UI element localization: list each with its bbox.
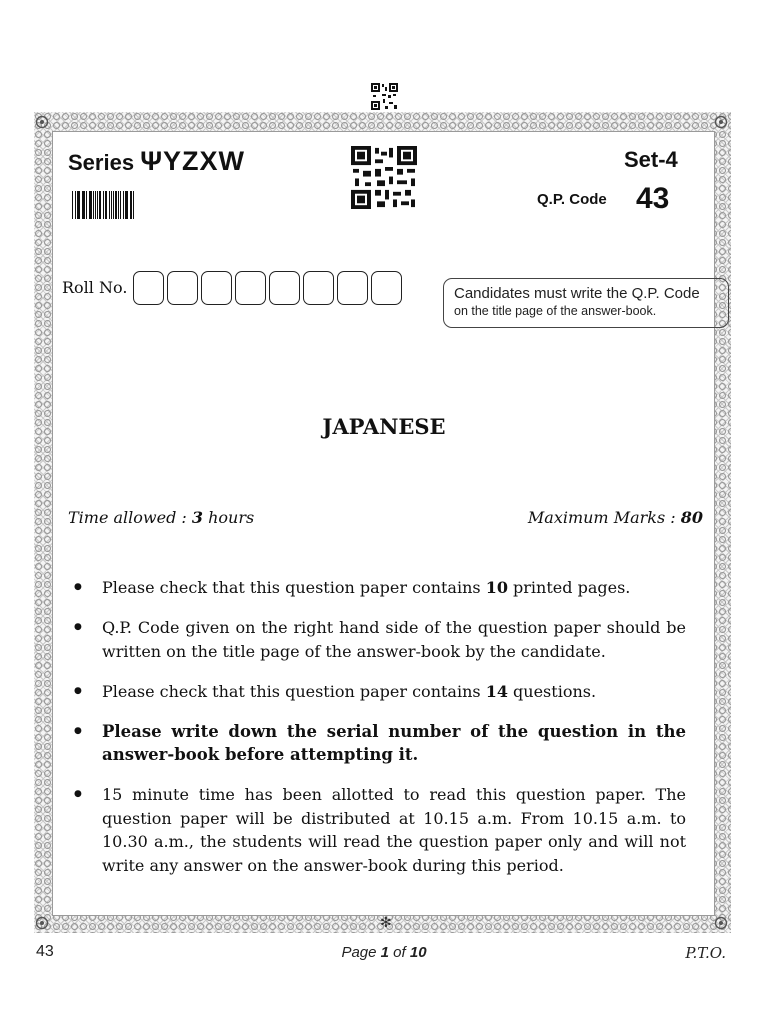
instruction-text-part: Please write down the serial number of the question in the answer-book before attempting it. [102, 721, 686, 764]
instruction-item [74, 616, 686, 663]
corner-ornament-icon [713, 915, 729, 931]
bullet-icon: ● [74, 622, 82, 632]
roll-number-box[interactable] [303, 271, 334, 305]
footer-code: 43 [36, 943, 54, 960]
barcode-bar [131, 191, 132, 219]
instruction-text [102, 616, 686, 663]
roll-number-boxes [133, 271, 405, 305]
roll-number-box[interactable] [337, 271, 368, 305]
barcode-bar [126, 191, 127, 219]
barcode-bar [75, 191, 76, 219]
series-code: ΨYZXW [140, 146, 246, 176]
instruction-item [74, 680, 686, 704]
qr-code-icon [351, 146, 417, 209]
roll-number-box[interactable] [235, 271, 266, 305]
barcode-bar [83, 191, 85, 219]
qp-code-label: Q.P. Code [537, 191, 607, 208]
roll-number-box[interactable] [269, 271, 300, 305]
barcode-bar [123, 191, 124, 219]
barcode-bar [95, 191, 96, 219]
barcode-bar [78, 191, 79, 219]
page-current: 1 [380, 944, 389, 961]
notice-line-2: on the title page of the answer-book. [454, 304, 657, 318]
page-total: 10 [409, 944, 427, 961]
barcode-bar [130, 191, 131, 219]
notice-line-1: Candidates must write the Q.P. Code [454, 285, 700, 302]
instruction-text-part: Please check that this question paper contains [102, 681, 486, 701]
bullet-icon: ● [74, 582, 82, 592]
barcode-bar [89, 191, 90, 219]
barcode-bar [133, 191, 134, 219]
instruction-text [102, 783, 686, 877]
corner-ornament-icon [34, 915, 50, 931]
corner-ornament-icon [34, 114, 50, 130]
instruction-text [102, 680, 686, 704]
barcode-bar [77, 191, 78, 219]
page-prefix: Page [341, 944, 381, 961]
page-indicator [0, 944, 768, 961]
instruction-item [74, 783, 686, 877]
instruction-item [74, 720, 686, 767]
time-value: 3 [191, 508, 204, 527]
pto-label: P.T.O. [685, 944, 726, 962]
barcode-bar [113, 191, 114, 219]
instructions-list [74, 576, 686, 894]
bullet-icon: ● [74, 789, 82, 799]
barcode-bar [115, 191, 117, 219]
roll-number-box[interactable] [167, 271, 198, 305]
barcode-bar [103, 191, 104, 219]
bullet-icon: ● [74, 725, 82, 736]
barcode-bar [120, 191, 121, 219]
instruction-item [74, 576, 686, 600]
corner-ornament-icon [713, 114, 729, 130]
marks-label: Maximum Marks : [527, 508, 681, 527]
barcode-bar [90, 191, 91, 219]
roll-number-box[interactable] [371, 271, 402, 305]
barcode-bar [118, 191, 119, 219]
barcode-icon [72, 191, 136, 219]
barcode-bar [111, 191, 112, 219]
time-allowed [68, 508, 254, 527]
instruction-text-part: Q.P. Code given on the right hand side of the question paper should be written on the title page of the answer-book by the candidate. [102, 618, 686, 661]
barcode-bar [97, 191, 98, 219]
barcode-bar [105, 191, 106, 219]
instruction-text-part: Please check that this question paper contains [102, 578, 486, 597]
qp-code-value: 43 [636, 182, 670, 215]
subject-title: JAPANESE [322, 414, 446, 439]
qp-code-notice [443, 278, 729, 328]
instruction-emphasis: 14 [485, 681, 508, 701]
instruction-text-part: 15 minute time has been allotted to read this question paper. The question paper will be distributed at 10.15 a.m. From 10.15 a.m. to 10.30 a.m., the students will read the question paper only and will not write any answer on the answer-book during this period. [102, 785, 686, 875]
barcode-bar [125, 191, 126, 219]
page-of: of [389, 944, 410, 961]
marks-value: 80 [680, 508, 703, 527]
barcode-bar [93, 191, 94, 219]
bullet-icon: ● [74, 685, 82, 696]
maximum-marks [528, 508, 703, 527]
instruction-text [102, 720, 686, 767]
barcode-bar [86, 191, 87, 219]
instruction-emphasis: 10 [485, 578, 508, 597]
series-text: Series [68, 150, 135, 175]
instruction-text-part: printed pages. [507, 578, 631, 597]
series-label [68, 146, 245, 177]
time-label: Time allowed : [68, 508, 192, 527]
roll-number-box[interactable] [201, 271, 232, 305]
set-label: Set-4 [624, 147, 678, 172]
time-unit: hours [203, 508, 255, 527]
roll-number-box[interactable] [133, 271, 164, 305]
instruction-text-part: questions. [507, 681, 597, 701]
barcode-bar [109, 191, 110, 219]
star-ornament-icon: ✻ [380, 915, 392, 931]
top-qr-code-icon [371, 83, 398, 110]
instruction-text [102, 576, 686, 600]
barcode-bar [106, 191, 107, 219]
barcode-bar [82, 191, 83, 219]
barcode-bar [99, 191, 101, 219]
roll-number-label: Roll No. [62, 278, 128, 297]
barcode-bar [72, 191, 73, 219]
